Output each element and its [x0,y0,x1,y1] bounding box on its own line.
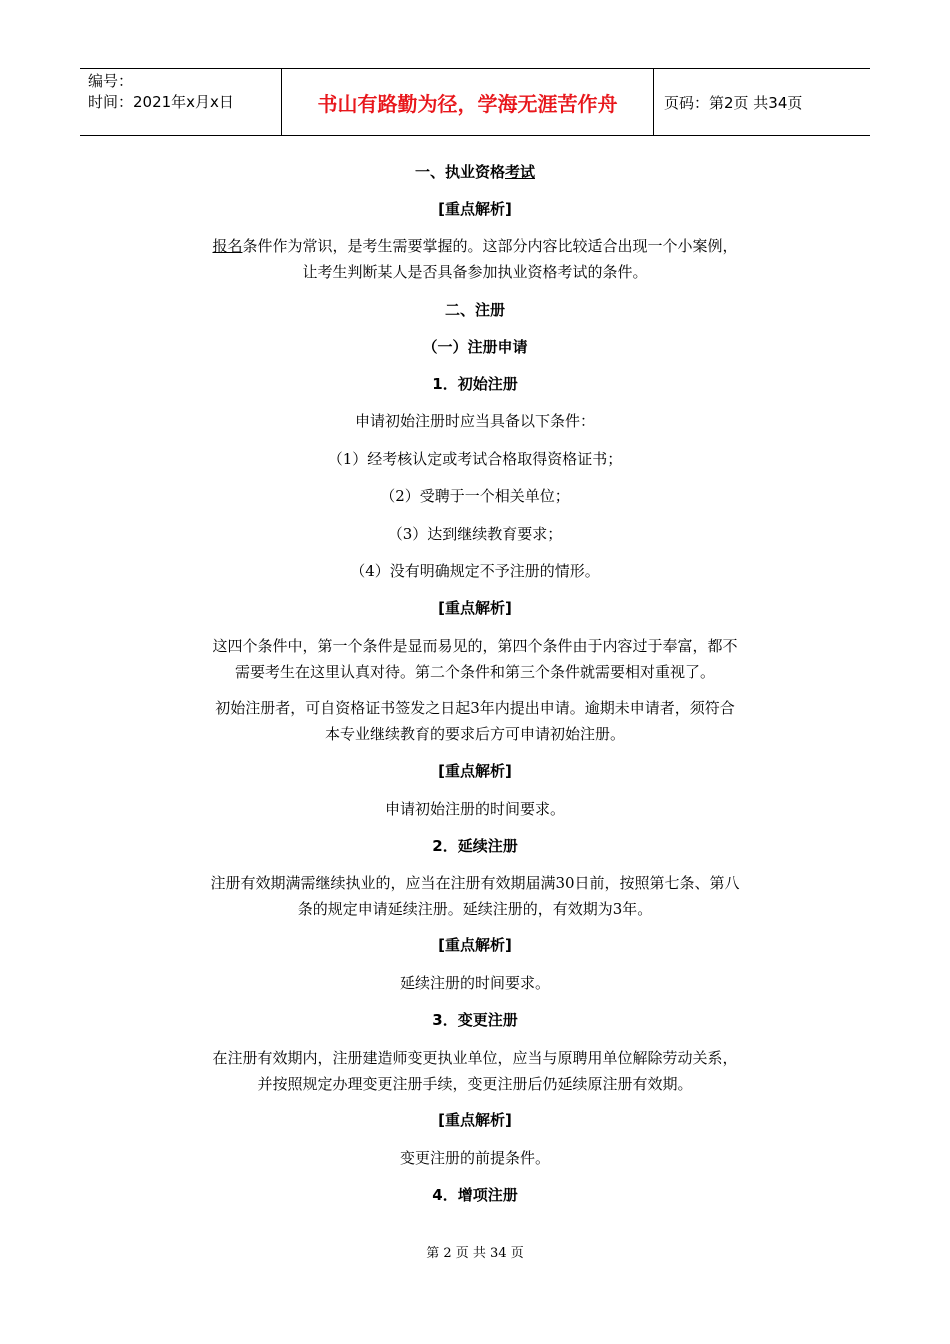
key-analysis-label: [重点解析] [438,200,512,218]
key-analysis-label: [重点解析] [438,936,512,954]
condition-item: （2）受聘于一个相关单位； [380,487,570,505]
paragraph-line: 注册有效期满需继续执业的，应当在注册有效期届满30日前，按照第七条、第八 [210,874,740,892]
section-heading-qualification-exam: 一、执业资格考试 [414,163,536,181]
document-number-label: 编号： [88,72,134,90]
key-analysis-label: [重点解析] [438,762,512,780]
paragraph-line: 本专业继续教育的要求后方可申请初始注册。 [324,725,625,743]
page-header [80,68,870,136]
key-analysis-label: [重点解析] [438,599,512,617]
header-motto: 书山有路勤为径，学海无涯苦作舟 [282,69,654,135]
condition-item: （4）没有明确规定不予注册的情形。 [350,562,600,580]
paragraph-line: 让考生判断某人是否具备参加执业资格考试的条件。 [302,263,648,281]
paragraph-line: 并按照规定办理变更注册手续，变更注册后仍延续原注册有效期。 [257,1075,693,1093]
paragraph-line: 申请初始注册时应当具备以下条件： [354,412,595,430]
item-heading-change-registration: 3．变更注册 [432,1011,518,1029]
paragraph-line: 报名条件作为常识，是考生需要掌握的。这部分内容比较适合出现一个小案例， [212,237,738,255]
condition-item: （3）达到继续教育要求； [387,525,563,543]
paragraph-line: 变更注册的前提条件。 [399,1149,550,1167]
section-heading-registration: 二、注册 [444,301,505,319]
condition-item: （1）经考核认定或考试合格取得资格证书； [327,450,623,468]
item-heading-renewal-registration: 2．延续注册 [432,837,518,855]
document-time-label: 时间：2021年x月x日 [88,93,234,111]
item-heading-additional-registration: 4．增项注册 [432,1186,518,1204]
paragraph-line: 申请初始注册的时间要求。 [384,800,565,818]
item-heading-initial-registration: 1．初始注册 [432,375,518,393]
paragraph-line: 初始注册者，可自资格证书签发之日起3年内提出申请。逾期未申请者，须符合 [215,699,735,717]
paragraph-line: 需要考生在这里认真对待。第二个条件和第三个条件就需要相对重视了。 [234,663,715,681]
page-footer: 第 2 页 共 34 页 [426,1246,524,1261]
paragraph-line: 这四个条件中，第一个条件是显而易见的，第四个条件由于内容过于奉富，都不 [212,637,738,655]
paragraph-line: 在注册有效期内，注册建造师变更执业单位，应当与原聘用单位解除劳动关系， [212,1049,738,1067]
header-meta [80,69,282,135]
paragraph-line: 延续注册的时间要求。 [399,974,550,992]
key-analysis-label: [重点解析] [438,1111,512,1129]
header-page-info: 页码：第2页 共34页 [664,93,803,112]
subsection-heading-registration-application: （一）注册申请 [422,338,528,356]
paragraph-line: 条的规定申请延续注册。延续注册的，有效期为3年。 [297,900,653,918]
